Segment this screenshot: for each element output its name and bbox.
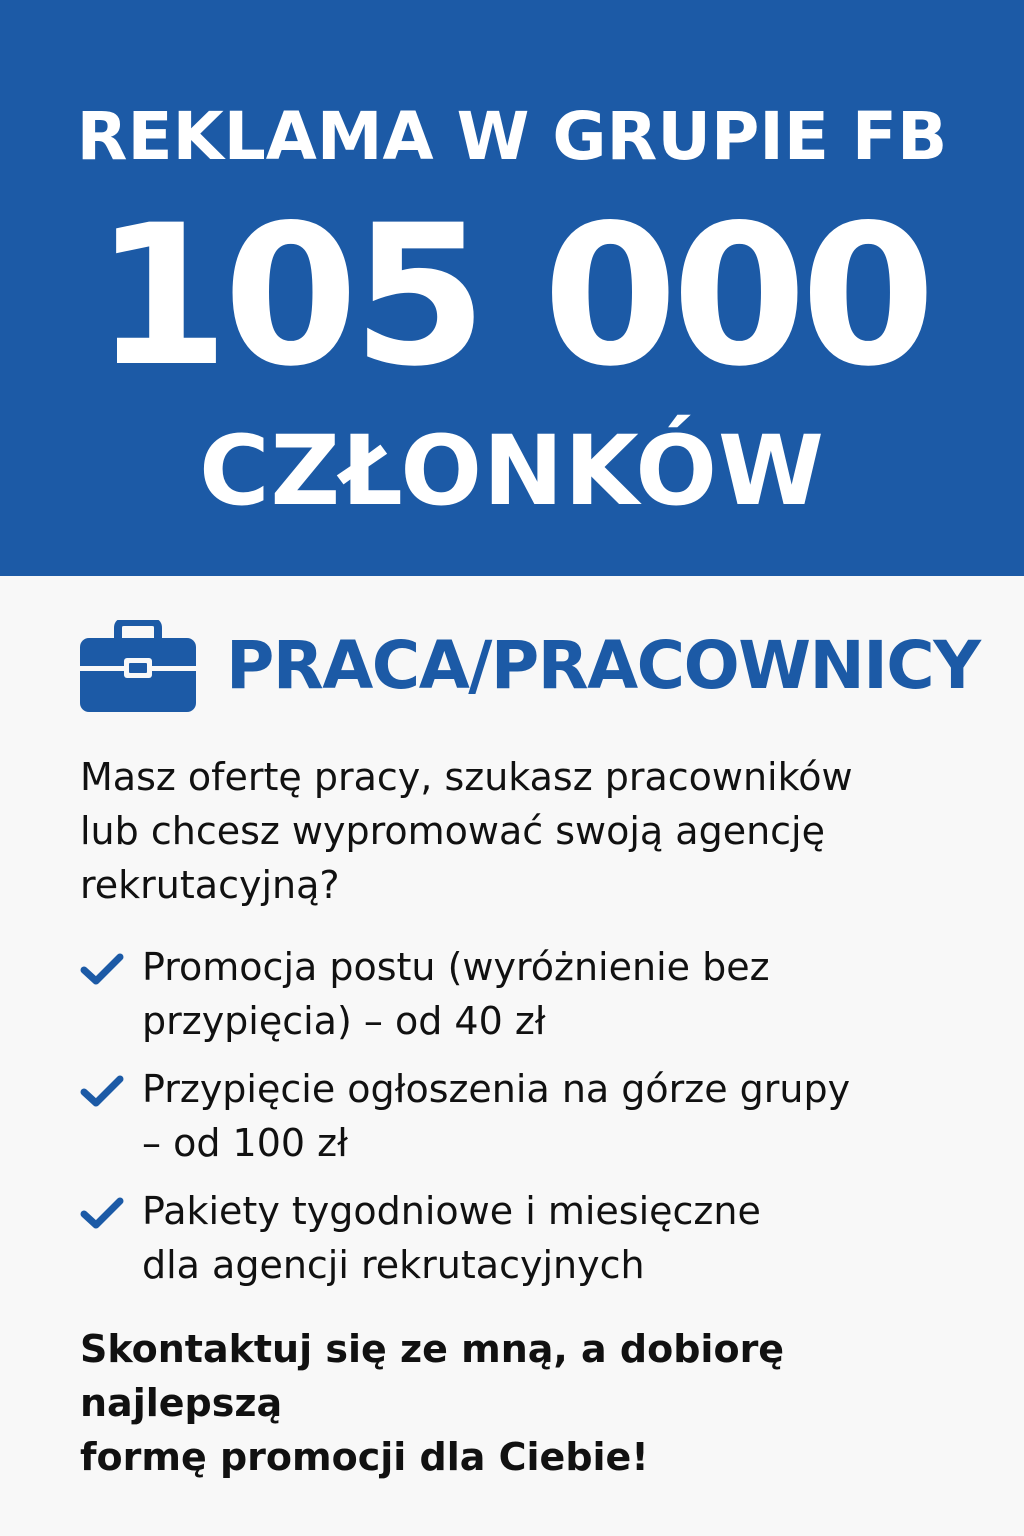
- call-to-action: [80, 1322, 980, 1484]
- intro-line: Masz ofertę pracy, szukasz pracowników: [80, 755, 853, 799]
- checkmark-icon: [80, 952, 124, 986]
- feature-text: przypięcia) – od 40 zł: [142, 999, 546, 1043]
- checkmark-icon: [80, 1074, 124, 1108]
- banner-subtitle: CZŁONKÓW: [199, 415, 825, 527]
- checkmark-icon: [80, 1196, 124, 1230]
- section-title: PRACA/PRACOWNICY: [226, 627, 980, 704]
- cta-line: Skontaktuj się ze mną, a dobiorę najlepszą: [80, 1327, 785, 1425]
- section-heading: [80, 620, 980, 712]
- feature-item: [80, 1184, 970, 1292]
- feature-text: – od 100 zł: [142, 1121, 348, 1165]
- feature-text: Przypięcie ogłoszenia na górze grupy: [142, 1067, 851, 1111]
- header-banner: [0, 0, 1024, 576]
- intro-line: rekrutacyjną?: [80, 863, 340, 907]
- briefcase-icon: [80, 620, 196, 712]
- feature-text: Promocja postu (wyróżnienie bez: [142, 945, 770, 989]
- feature-text: dla agencji rekrutacyjnych: [142, 1243, 645, 1287]
- feature-item: [80, 1062, 970, 1170]
- feature-list: [80, 940, 970, 1306]
- banner-title: REKLAMA W GRUPIE FB: [76, 98, 948, 175]
- feature-text: Pakiety tygodniowe i miesięczne: [142, 1189, 761, 1233]
- cta-line: formę promocji dla Ciebie!: [80, 1435, 649, 1479]
- feature-item: [80, 940, 970, 1048]
- intro-line: lub chcesz wypromować swoją agencję: [80, 809, 825, 853]
- intro-text: [80, 750, 960, 912]
- member-count: 105 000: [94, 183, 930, 409]
